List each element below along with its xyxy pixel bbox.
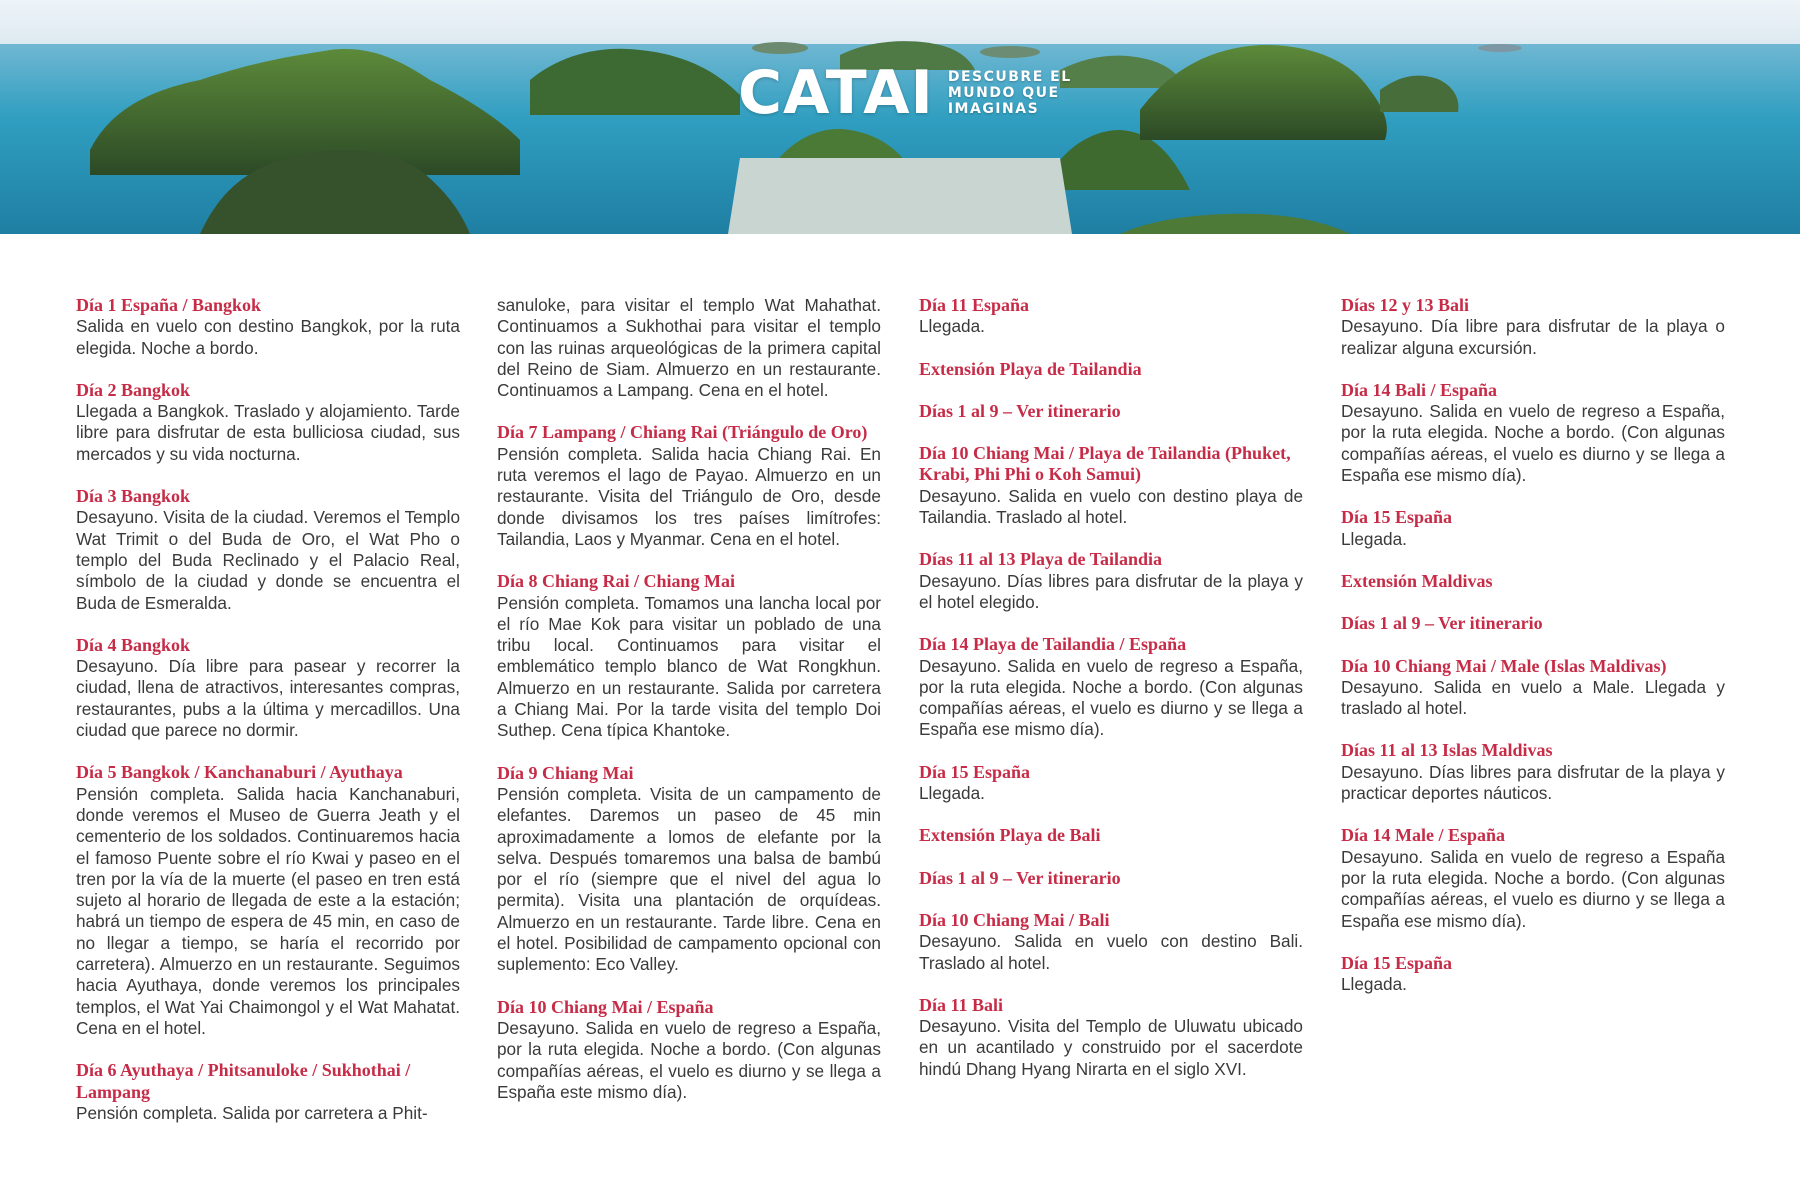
day-description: Desayuno. Salida en vuelo con destino Bali. Traslado al hotel.: [919, 931, 1303, 973]
day-title: Días 12 y 13 Bali: [1341, 295, 1470, 315]
itinerary-entry: [919, 401, 1303, 422]
day-title: Día 10 Chiang Mai / Playa de Tailandia (Phuket, Krabi, Phi Phi o Koh Samui): [919, 443, 1291, 485]
day-description: Desayuno. Salida en vuelo de regreso a España, por la ruta elegida. Noche a bordo. (Con algunas compañías aéreas, el vuelo es diurno y se llega a España ese mismo día).: [919, 655, 1303, 740]
day-title: Día 15 España: [1341, 952, 1453, 973]
day-description: Desayuno. Salida en vuelo a Male. Llegada y traslado al hotel.: [1341, 676, 1725, 719]
itinerary-entry: [76, 486, 460, 614]
day-title: Día 3 Bangkok: [76, 486, 191, 507]
catai-logo: [738, 58, 1072, 128]
day-title: Día 1 España / Bangkok: [76, 295, 262, 315]
day-title: Días 1 al 9 – Ver itinerario: [919, 867, 1121, 888]
itinerary-column-4: [1341, 295, 1725, 1016]
day-description: Desayuno. Salida en vuelo de regreso a España por la ruta elegida. Noche a bordo. (Con algunas compañías aéreas, el vuelo es diurno y se llega a España ese mismo día).: [1341, 846, 1725, 931]
itinerary-entry: [1341, 507, 1725, 550]
day-description: Desayuno. Días libres para disfrutar de la playa y el hotel elegido.: [919, 570, 1303, 612]
day-title: Día 11 Bali: [919, 994, 1004, 1015]
day-title: Días 11 al 13 Islas Maldivas: [1341, 740, 1553, 761]
day-title: Día 2 Bangkok: [76, 379, 191, 400]
day-description: Llegada.: [919, 783, 985, 804]
itinerary-entry: [919, 868, 1303, 889]
itinerary-entry: [919, 995, 1303, 1080]
itinerary-entry: [919, 634, 1303, 740]
itinerary-entry: [1341, 613, 1725, 634]
day-title: Extensión Maldivas: [1341, 570, 1493, 591]
itinerary-entry: [919, 549, 1303, 613]
day-title: Día 10 Chiang Mai / Male (Islas Maldivas): [1341, 655, 1667, 676]
itinerary-entry: [76, 295, 460, 359]
itinerary-entry: [919, 762, 1303, 805]
day-description: Pensión completa. Salida por carretera a Phit-: [76, 1102, 428, 1123]
logo-wordmark: CATAI: [738, 58, 934, 128]
itinerary-entry: [76, 380, 460, 465]
day-description: Llegada a Bangkok. Traslado y alojamiento. Tarde libre para disfrutar de esta bulliciosa ciudad, sus mercados y su vida nocturna.: [76, 401, 460, 464]
itinerary-entry: [497, 571, 881, 741]
day-title: Días 1 al 9 – Ver itinerario: [1341, 613, 1543, 634]
day-title: Día 10 Chiang Mai / Bali: [919, 909, 1110, 930]
day-title: Días 11 al 13 Playa de Tailandia: [919, 549, 1163, 570]
extension-heading: [1341, 571, 1725, 592]
extension-heading: [919, 825, 1303, 846]
hero-banner: [0, 0, 1800, 234]
itinerary-entry: [76, 635, 460, 741]
day-title: Día 4 Bangkok: [76, 634, 191, 655]
day-title: Día 14 Playa de Tailandia / España: [919, 634, 1187, 655]
day-title: Día 5 Bangkok / Kanchanaburi / Ayuthaya: [76, 762, 403, 783]
day-title: Día 15 España: [919, 761, 1031, 782]
itinerary-entry: [919, 910, 1303, 974]
day-title: Día 14 Bali / España: [1341, 379, 1498, 400]
day-description: Desayuno. Día libre para disfrutar de la playa o realizar alguna excursión.: [1341, 316, 1725, 358]
day-description: Desayuno. Salida en vuelo de regreso a España, por la ruta elegida. Noche a bordo. (Con algunas compañías aéreas, el vuelo es diurno y se llega a España este mismo día).: [497, 1017, 881, 1102]
itinerary-entry: [919, 443, 1303, 528]
itinerary-entry: [1341, 295, 1725, 359]
day-description: Pensión completa. Salida hacia Chiang Rai. En ruta veremos el lago de Payao. Almuerzo en un restaurante. Visita del Triángulo de Oro, desde donde divisamos los tres países limítrofes: Tailandia, Laos y Myanmar. Cena en el hotel.: [497, 443, 881, 549]
day-description: Pensión completa. Visita de un campamento de elefantes. Daremos un paseo de 45 min aproximadamente a lomos de elefante por la selva. Después tomaremos una balsa de bambú por el río (siempre que el nivel del agua lo permita). Visita una plantación de orquídeas. Almuerzo en un restaurante. Tarde libre. Cena en el hotel. Posibilidad de campamento opcional con suplemento: Eco Valley.: [497, 783, 881, 975]
day-title: Día 14 Male / España: [1341, 825, 1506, 846]
day-title: Día 7 Lampang / Chiang Rai (Triángulo de Oro): [497, 422, 868, 443]
day-description: Pensión completa. Tomamos una lancha local por el río Mae Kok para visitar un poblado de una tribu local. Continuamos para visitar el emblemático templo blanco de Wat Rongkhun. Almuerzo en un restaurante. Salida por carretera a Chiang Mai. Por la tarde visita del templo Doi Suthep. Cena típica Khantoke.: [497, 592, 881, 741]
itinerary-entry: [1341, 656, 1725, 720]
day-description: Llegada.: [919, 316, 985, 337]
day-description: Desayuno. Días libres para disfrutar de la playa y practicar deportes náuticos.: [1341, 761, 1725, 804]
itinerary-entry: [497, 763, 881, 976]
day-title: Día 11 España: [919, 295, 1030, 315]
title-panel: [728, 158, 1072, 234]
day-description: Desayuno. Visita del Templo de Uluwatu ubicado en un acantilado y construido por el sacerdote hindú Dhang Hyang Nirarta en el siglo XVI.: [919, 1016, 1303, 1079]
day-title: Día 6 Ayuthaya / Phitsanuloke / Sukhothai / Lampang: [76, 1060, 411, 1102]
itinerary-entry: [919, 295, 1303, 338]
itinerary-entry: [497, 997, 881, 1103]
itinerary-entry: [497, 295, 881, 401]
itinerary-entry: [1341, 825, 1725, 931]
day-title: Extensión Playa de Tailandia: [919, 358, 1142, 379]
day-description: Desayuno. Visita de la ciudad. Veremos el Templo Wat Trimit o del Buda de Oro, el Wat Pho o templo del Buda Reclinado y el Palacio Real, símbolo de la ciudad y donde se encuentra el Buda de Esmeralda.: [76, 507, 460, 613]
itinerary-entry: [1341, 380, 1725, 486]
itinerary-column-1: [76, 295, 460, 1145]
day-title: Días 1 al 9 – Ver itinerario: [919, 400, 1121, 421]
itinerary-entry: [76, 762, 460, 1039]
day-title: Día 9 Chiang Mai: [497, 762, 634, 783]
day-description: Desayuno. Salida en vuelo con destino playa de Tailandia. Traslado al hotel.: [919, 485, 1303, 528]
day-description: Pensión completa. Salida hacia Kanchanaburi, donde veremos el Museo de Guerra Jeath y el cementerio de los soldados. Continuaremos hacia el famoso Puente sobre el río Kwai y paseo en el tren por la vía de la muerte (el paseo en tren está sujeto al horario de llegada de este a la estación; habrá un tiempo de espera de 45 min, en caso de no llegar a tiempo, se haría el recorrido por carretera). Almuerzo en un restaurante. Seguimos hacia Ayuthaya, donde veremos los principales templos, el Wat Yai Chaimongol y el Wat Mahatat. Cena en el hotel.: [76, 783, 460, 1038]
day-title: Día 8 Chiang Rai / Chiang Mai: [497, 571, 736, 592]
logo-tagline: DESCUBRE EL MUNDO QUE IMAGINAS: [947, 69, 1072, 117]
itinerary-entry: [1341, 953, 1725, 996]
day-title: Extensión Playa de Bali: [919, 825, 1101, 846]
itinerary-entry: [497, 422, 881, 550]
day-title: Día 10 Chiang Mai / España: [497, 996, 714, 1017]
itinerary-column-2: [497, 295, 881, 1124]
day-description: sanuloke, para visitar el templo Wat Mahathat. Continuamos a Sukhothai para visitar el templo con las ruinas arqueológicas de la primera capital del Reino de Siam. Almuerzo en un restaurante. Continuamos a Lampang. Cena en el hotel.: [497, 295, 881, 401]
day-description: Desayuno. Salida en vuelo de regreso a España, por la ruta elegida. Noche a bordo. (Con algunas compañías aéreas, el vuelo es diurno y se llega a España ese mismo día).: [1341, 401, 1725, 486]
day-description: Salida en vuelo con destino Bangkok, por la ruta elegida. Noche a bordo.: [76, 316, 460, 358]
day-description: Desayuno. Día libre para pasear y recorrer la ciudad, llena de atractivos, interesantes compras, restaurantes, pubs a la última y mercadillos. Una ciudad que parece no dormir.: [76, 656, 460, 741]
day-description: Llegada.: [1341, 974, 1407, 995]
itinerary-entry: [1341, 740, 1725, 804]
extension-heading: [919, 359, 1303, 380]
itinerary-entry: [76, 1060, 460, 1124]
itinerary-column-3: [919, 295, 1303, 1101]
day-title: Día 15 España: [1341, 507, 1453, 528]
day-description: Llegada.: [1341, 528, 1407, 549]
